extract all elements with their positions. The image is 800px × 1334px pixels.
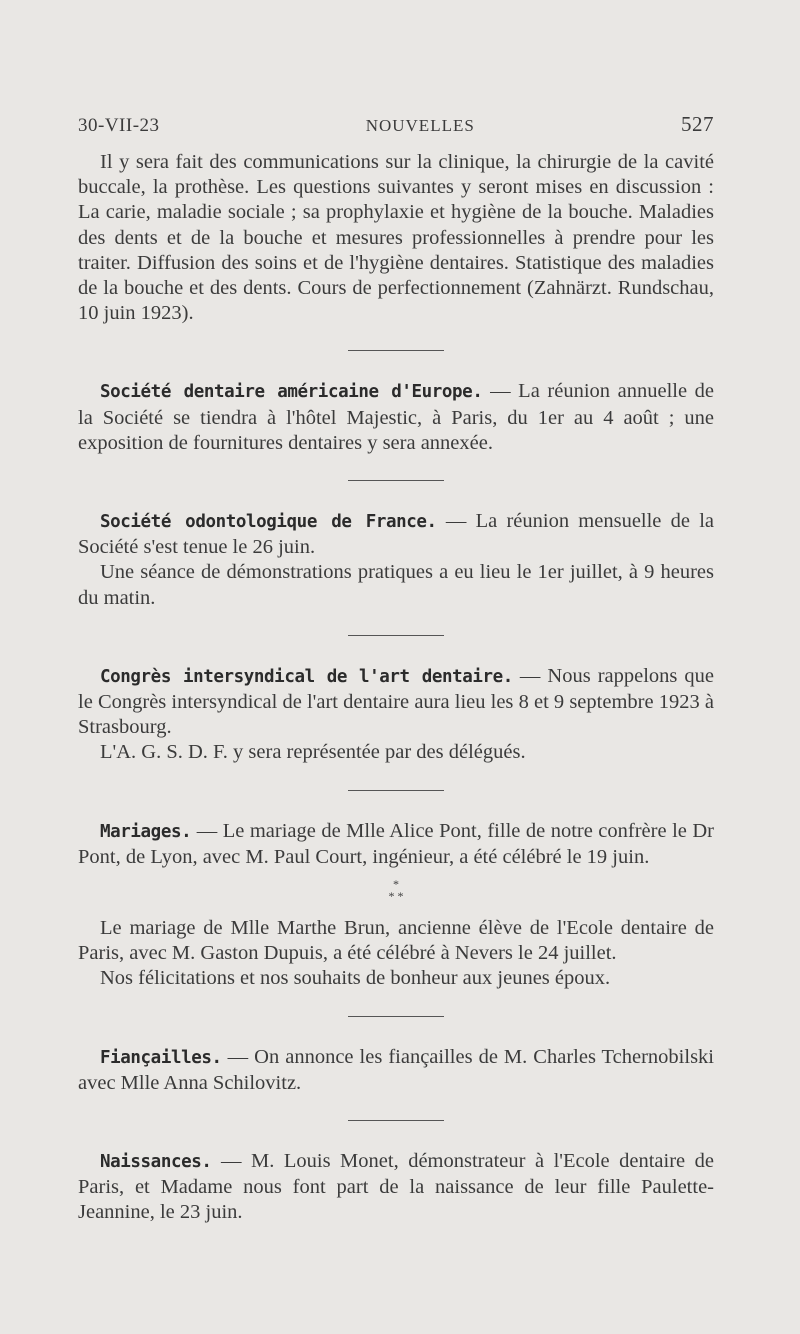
section-divider <box>348 635 444 636</box>
header-date: 30-VII-23 <box>78 115 160 136</box>
paragraph-societe-odontologique <box>78 509 714 560</box>
section-text: — Le mariage de Mlle Alice Pont, fille de notre confrère le Dr Pont, de Lyon, avec M. Paul Court, ingénieur, a été célébré le 19 juin. <box>78 819 714 868</box>
page-number: 527 <box>680 112 714 136</box>
section-heading: Mariages. <box>100 821 192 842</box>
paragraph-delegates: L'A. G. S. D. F. y sera représentée par des délégués. <box>100 741 526 764</box>
paragraph-naissances <box>78 1149 714 1226</box>
section-text: — Nous rappelons que le Congrès intersyndical de l'art dentaire aura lieu les 8 et 9 septembre 1923 à Strasbourg. <box>78 664 714 739</box>
paragraph-societe-americaine <box>78 379 714 456</box>
paragraph-fiancailles <box>78 1045 714 1096</box>
asterism-bottom: * * <box>388 889 404 904</box>
paragraph-mariage-brun: Le mariage de Mlle Marthe Brun, ancienne élève de l'Ecole dentaire de Paris, avec M. Gaston Dupuis, a été célébré à Nevers le 24 juillet. <box>78 917 714 965</box>
header-title: NOUVELLES <box>365 116 475 135</box>
article-body <box>78 150 714 1226</box>
running-head <box>78 112 714 137</box>
paragraph-congres-intersyndical <box>78 664 714 741</box>
section-divider <box>348 1120 444 1121</box>
section-text: — La réunion annuelle de la Société se tiendra à l'hôtel Majestic, à Paris, du 1er au 4 août ; une exposition de fournitures dentaires y sera annexée. <box>78 380 715 454</box>
asterism-top: * <box>393 877 399 892</box>
section-heading: Congrès intersyndical de l'art dentaire. <box>100 666 513 687</box>
section-text: — La réunion mensuelle de la Société s'est tenue le 26 juin. <box>78 510 714 559</box>
section-heading: Société dentaire américaine d'Europe. <box>100 382 483 403</box>
asterism <box>78 878 714 902</box>
paragraph-demonstrations: Une séance de démonstrations pratiques a eu lieu le 1er juillet, à 9 heures du matin. <box>78 561 714 609</box>
paragraph-felicitations: Nos félicitations et nos souhaits de bonheur aux jeunes époux. <box>100 967 611 990</box>
section-heading: Société odontologique de France. <box>100 512 437 533</box>
section-divider <box>348 790 444 791</box>
section-divider <box>348 350 444 351</box>
section-divider <box>348 480 444 481</box>
section-divider <box>348 1016 444 1017</box>
paragraph-mariage-pont <box>78 819 714 870</box>
section-text: — On annonce les fiançailles de M. Charles Tchernobilski avec Mlle Anna Schilovitz. <box>78 1045 714 1094</box>
section-heading: Naissances. <box>100 1152 212 1173</box>
section-heading: Fiançailles. <box>100 1047 222 1068</box>
paragraph-congress-topics: Il y sera fait des communications sur la clinique, la chirurgie de la cavité buccale, la prothèse. Les questions suivantes y seront mises en discussion : La carie, maladie sociale ; sa prophylaxie et hygiène de la bouche. Maladies des dents et de la bouche et mesures professionnelles à prendre pour les traiter. Diffusion des soins et de l'hygiène dentaires. Statistique des maladies de la bouche et des dents. Cours de perfectionnement (Zahnärzt. Rundschau, 10 juin 1923). <box>78 151 714 325</box>
section-text: — M. Louis Monet, démonstrateur à l'Ecole dentaire de Paris, et Madame nous font part de la naissance de leur fille Paulette-Jeannine, le 23 juin. <box>78 1150 714 1224</box>
